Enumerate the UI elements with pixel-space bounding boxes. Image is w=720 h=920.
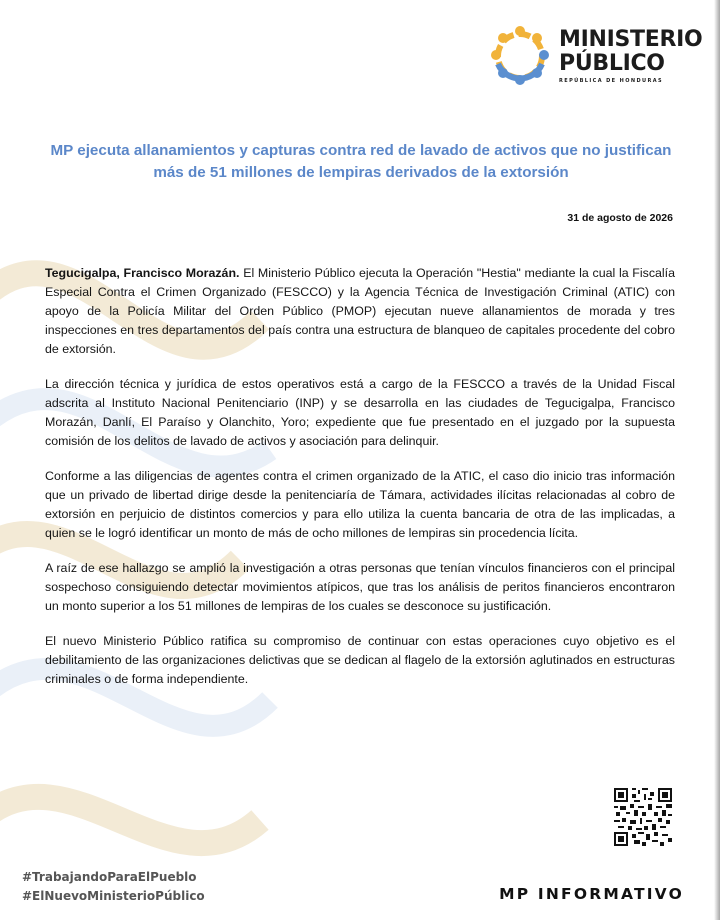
hashtag-trabajando-para-el-pueblo: #TrabajandoParaElPueblo [22,870,197,884]
logo-title-line2: PÚBLICO [559,51,665,76]
qr-code-icon [614,788,672,846]
press-release-body [45,264,675,705]
paragraph-2: La dirección técnica y jurídica de estos operativos está a cargo de la FESCCO a través de la Unidad Fiscal adscrita al Instituto Nacional Penitenciario (INP) y se desarrolla en las ciudades de Tegucigalpa, Francisco Morazán, Danlí, El Paraíso y Olanchito, Yoro; expediente que fue presentado en el juzgado por la supuesta comisión de los delitos de lavado de activos y asociación para delinquir. [45,377,675,448]
hashtag-el-nuevo-ministerio-publico: #ElNuevoMinisterioPúblico [22,889,205,903]
release-date: 31 de agosto de 2026 [567,212,673,224]
paragraph-5: El nuevo Ministerio Público ratifica su compromiso de continuar con estas operaciones cuyo objetivo es el debilitamiento de las organizaciones delictivas que se dedican al flagelo de la extorsión aglutinados en estructuras criminales o de forma independiente. [45,634,675,686]
ministerio-publico-logo [488,22,703,92]
page-edge-shadow [714,0,720,920]
mp-informativo-label: MP INFORMATIVO [499,885,684,903]
hashtags [22,868,205,906]
paragraph-3: Conforme a las diligencias de agentes contra el crimen organizado de la ATIC, el caso dio inicio tras información que un privado de libertad dirige desde la penitenciaría de Támara, actividades ilícitas relacionadas al cobro de extorsión en perjuicio de distintos comercios y para ello utiliza la cuenta bancaria de otra de las implicadas, a quien se le logró identificar un monto de más de ocho millones de lempiras sin procedencia lícita. [45,469,675,540]
press-release-headline: MP ejecuta allanamientos y capturas contra red de lavado de activos que no justifican más de 51 millones de lempiras derivados de la extorsión [50,142,672,181]
paragraph-1 [45,264,675,359]
logo-title-line1: MINISTERIO [559,27,703,52]
paragraph-4: A raíz de ese hallazgo se amplió la investigación a otras personas que tenían vínculos financieros con el principal sospechoso consiguiendo detectar movimientos atípicos, que tras los análisis de peritos financieros encontraron un monto superior a los 51 millones de lempiras de los cuales se desconoce su justificación. [45,561,675,613]
dateline: Tegucigalpa, Francisco Morazán. [45,266,240,280]
paragraph-1-text: El Ministerio Público ejecuta la Operación "Hestia" mediante la cual la Fiscalía Especial Contra el Crimen Organizado (FESCCO) y la Agencia Técnica de Investigación Criminal (ATIC) con apoyo de la Policía Militar del Orden Público (PMOP) ejecutan nueve allanamientos de morada y tres inspecciones en tres departamentos del país contra una estructura de blanqueo de capitales procedente del cobro de extorsión. [45,266,676,356]
logo-subtitle: REPÚBLICA DE HONDURAS [559,78,663,84]
logo-emblem-icon [488,24,552,88]
